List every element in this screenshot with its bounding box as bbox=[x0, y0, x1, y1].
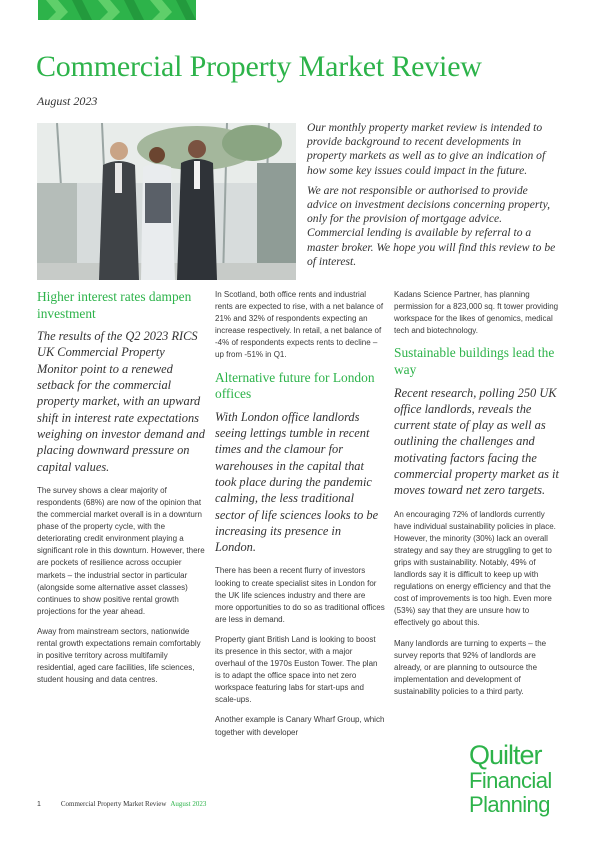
footer-title: Commercial Property Market Review bbox=[60, 800, 167, 808]
body-paragraph: Many landlords are turning to experts – the survey reports that 92% of landlords are already, or are planning to outsource the implementation and development of sustainability policies to a third party. bbox=[394, 638, 547, 696]
body-paragraph: Another example is Canary Wharf Group, which together with developer bbox=[215, 715, 385, 737]
footer-date: August 2023 bbox=[170, 800, 207, 808]
column-sustainable-buildings bbox=[394, 289, 564, 706]
body-paragraph: An encouraging 72% of landlords currently have individual sustainability policies in place. However, the minority (30%) lack an overall strategy and say they are struggling to get to grips with sustainability. Notably, 49% of landlords say it is difficult to keep up with regulations on energy efficiency and that the cost of improvements is too high. Even more (53%) say that they are unsure how to effectively go about this. bbox=[394, 509, 556, 628]
section-heading: Sustainable buildings lead the way bbox=[394, 345, 555, 377]
page-footer bbox=[37, 800, 206, 808]
column-interest-rates bbox=[37, 289, 207, 694]
intro-text bbox=[307, 121, 557, 275]
quilter-logo bbox=[469, 741, 552, 817]
body-paragraph: In Scotland, both office rents and industrial rents are expected to rise, with a net balance of 21% and 32% of respondents expecting an increase respectively. In retail, a net balance of -4% of respondents expects rents to decline – up from -51% in Q1. bbox=[215, 290, 384, 360]
section-heading: Alternative future for London offices bbox=[215, 369, 375, 402]
page-number: 1 bbox=[37, 801, 41, 808]
body-paragraph: There has been a recent flurry of investors looking to create specialist sites in London for the UK life sciences industry and there are more opportunities to do so as traditional offices are less in demand. bbox=[215, 566, 385, 624]
column-london-offices bbox=[215, 289, 385, 747]
section-lede: Recent research, polling 250 UK office landlords, reveals the current state of play as well as outlining the challenges and motivating factors facing the commercial property market as it moves toward net zero targets. bbox=[394, 385, 559, 498]
logo-line-3: Planning bbox=[469, 792, 550, 817]
section-lede: The results of the Q2 2023 RICS UK Commercial Property Monitor point to a renewed setback for the commercial property market, with an upward shift in interest rate expectations weighing on investor demand and placing downward pressure on capital values. bbox=[37, 329, 205, 474]
body-paragraph: Kadans Science Partner, has planning permission for a 823,000 sq. ft tower providing workspace for the likes of genomics, medical tech and biotechnology. bbox=[394, 290, 559, 336]
intro-paragraph: Our monthly property market review is intended to provide background to recent developments in property markets as well as to give an indication of how some key issues could impact in the future. bbox=[307, 121, 546, 177]
header-banner bbox=[38, 0, 196, 20]
publication-date: August 2023 bbox=[37, 94, 98, 108]
logo-line-2: Financial bbox=[469, 768, 552, 793]
chevron-pattern-icon bbox=[38, 0, 196, 20]
intro-paragraph: We are not responsible or authorised to provide advice on investment decisions concerning property, only for the provision of mortgage advice. Commercial lending is available by referral to a master broker. We hope you will find this review to be of interest. bbox=[307, 183, 556, 268]
business-people-photo bbox=[37, 123, 296, 280]
section-lede: With London office landlords seeing lettings tumble in recent times and the clamour for warehouses in the capital that took place during the pandemic calming, the less traditional sector of life sciences looks to be increasing its presence in London. bbox=[215, 409, 379, 555]
section-heading: Higher interest rates dampen investment bbox=[37, 289, 192, 321]
page-title: Commercial Property Market Review bbox=[36, 50, 482, 83]
logo-line-1: Quilter bbox=[469, 740, 542, 770]
body-paragraph: The survey shows a clear majority of respondents (68%) are now of the opinion that the commercial market overall is in a downturn phase of the property cycle, with the deteriorating credit environment playing a significant role in this downturn. However, there are pockets of resilience across occupier markets – the industrial sector in particular (alongside some alternative asset classes) continues to show positive rental growth projections for the year ahead. bbox=[37, 485, 205, 616]
body-paragraph: Property giant British Land is looking to boost its presence in this sector, with a major overhaul of the 1970s Euston Tower. The plan is to adapt the office space into net zero workspace featuring labs for start-ups and scale-ups. bbox=[215, 634, 378, 705]
body-paragraph: Away from mainstream sectors, nationwide rental growth expectations remain comfortably in positive territory across multifamily residential, aged care facilities, life sciences, student housing and data centres. bbox=[37, 626, 201, 685]
